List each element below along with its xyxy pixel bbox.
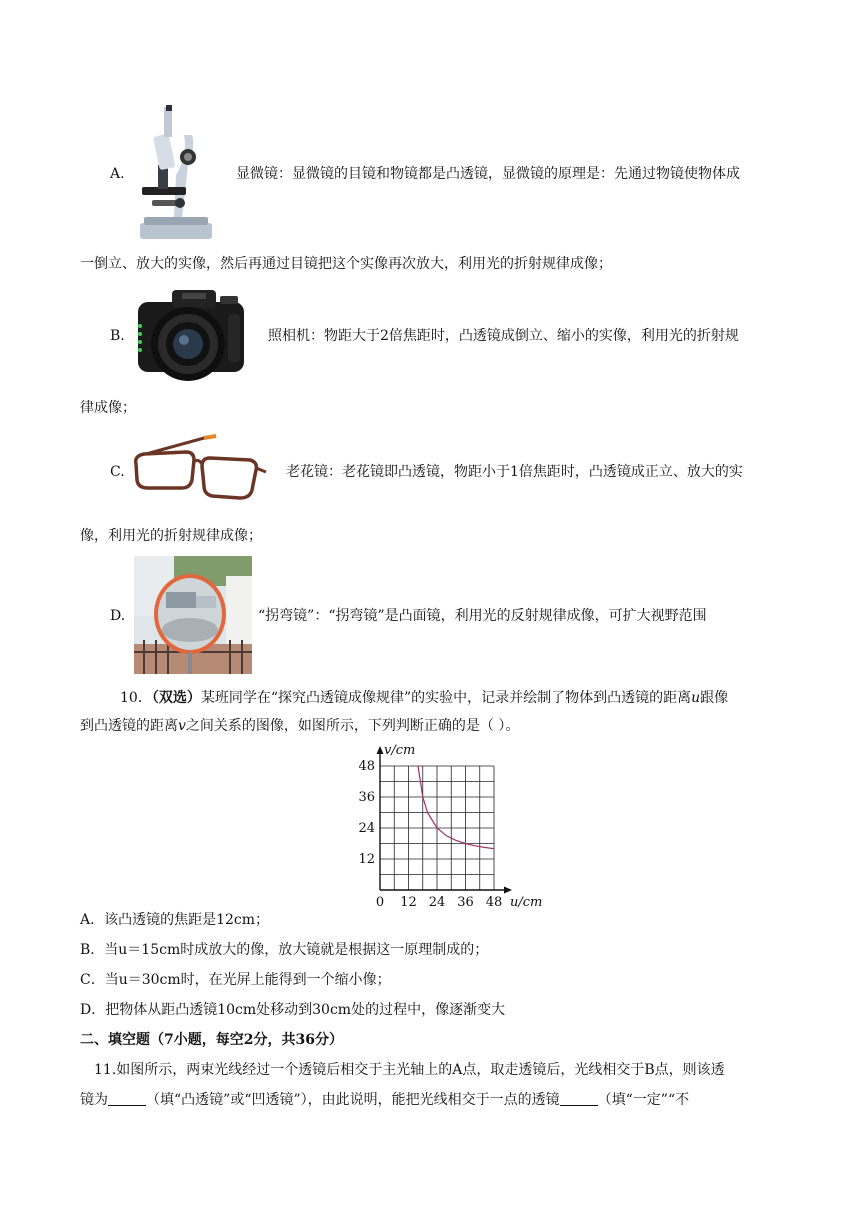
question-10-option-c: C．当u＝30cm时，在光屏上能得到一个缩小像； [80, 972, 391, 988]
question-11-line-1: 11.如图所示，两束光线经过一个透镜后相交于主光轴上的A点，取走透镜后，光线相交于B点，则该透 [94, 1062, 725, 1078]
question-11-line-2c: （填“一定”“不 [597, 1092, 690, 1108]
x-tick-label: 0 [375, 895, 385, 910]
question-10-option-d: D．把物体从距凸透镜10cm处移动到30cm处的过程中，像逐渐变大 [80, 1002, 506, 1018]
convex-mirror-image [134, 556, 252, 674]
microscope-image [136, 105, 216, 245]
uv-graph [350, 740, 550, 910]
question-10-stem-1: 某班同学在“探究凸透镜成像规律”的实验中，记录并绘制了物体到凸透镜的距离 [200, 690, 692, 706]
question-10-stem-2b: 之间关系的图像，如图所示，下列判断正确的是（ ）。 [185, 718, 520, 734]
question-10-u-var: u [691, 690, 701, 706]
x-axis-arrow [504, 887, 512, 894]
option-b-label: B. [110, 328, 125, 344]
x-axis-label: u/cm [510, 895, 543, 910]
camera-image [136, 286, 248, 382]
x-tick-label: 12 [400, 895, 417, 910]
option-b-text-1: 照相机：物距大于2倍焦距时，凸透镜成倒立、缩小的实像，利用光的折射规 [268, 328, 739, 344]
question-10-stem-2a: 到凸透镜的距离 [80, 718, 178, 734]
y-axis-label: v/cm [384, 743, 416, 758]
question-10-stem-line-1 [120, 688, 728, 708]
question-10-tag: （双选） [151, 690, 201, 706]
question-11-line-2a: 镜为 [80, 1092, 108, 1108]
x-tick-label: 48 [485, 895, 503, 910]
glasses-image [132, 432, 268, 512]
y-tick-label: 36 [358, 790, 375, 805]
y-axis-arrow [377, 746, 384, 754]
question-10-stem-line-2 [80, 716, 519, 736]
option-c-text-2: 像，利用光的折射规律成像； [80, 528, 262, 544]
x-tick-label: 24 [428, 895, 446, 910]
y-tick-label: 12 [358, 852, 375, 867]
question-10-option-a: A．该凸透镜的焦距是12cm； [80, 912, 270, 928]
option-d-label: D. [110, 608, 126, 624]
y-tick-label: 48 [358, 759, 375, 774]
option-c-text-1: 老花镜：老花镜即凸透镜，物距小于1倍焦距时，凸透镜成正立、放大的实 [286, 464, 743, 480]
option-d-text: “拐弯镜”：“拐弯镜”是凸面镜，利用光的反射规律成像，可扩大视野范围 [258, 608, 707, 624]
section-2-title: 二、填空题（7小题，每空2分，共36分） [80, 1032, 343, 1048]
answer-blank-1[interactable] [108, 1091, 146, 1106]
y-tick-label: 24 [358, 821, 375, 836]
question-10-number: 10． [120, 690, 152, 706]
answer-blank-2[interactable] [560, 1091, 598, 1106]
question-11-line-2b: （填“凸透镜”或“凹透镜”），由此说明，能把光线相交于一点的透镜 [146, 1092, 560, 1108]
option-c-label: C. [110, 464, 125, 480]
option-a-text-1: 显微镜：显微镜的目镜和物镜都是凸透镜，显微镜的原理是：先通过物镜使物体成 [236, 166, 740, 182]
question-10-option-b: B．当u＝15cm时成放大的像，放大镜就是根据这一原理制成的； [80, 942, 489, 958]
option-a-label: A. [110, 166, 125, 182]
question-10-stem-1b: 跟像 [700, 690, 729, 706]
x-tick-label: 36 [457, 895, 474, 910]
option-b-text-2: 律成像； [80, 400, 136, 416]
question-10-v-var: v [178, 718, 186, 734]
option-a-text-2: 一倒立、放大的实像，然后再通过目镜把这个实像再次放大，利用光的折射规律成像； [80, 256, 612, 272]
question-11-line-2 [80, 1090, 689, 1110]
